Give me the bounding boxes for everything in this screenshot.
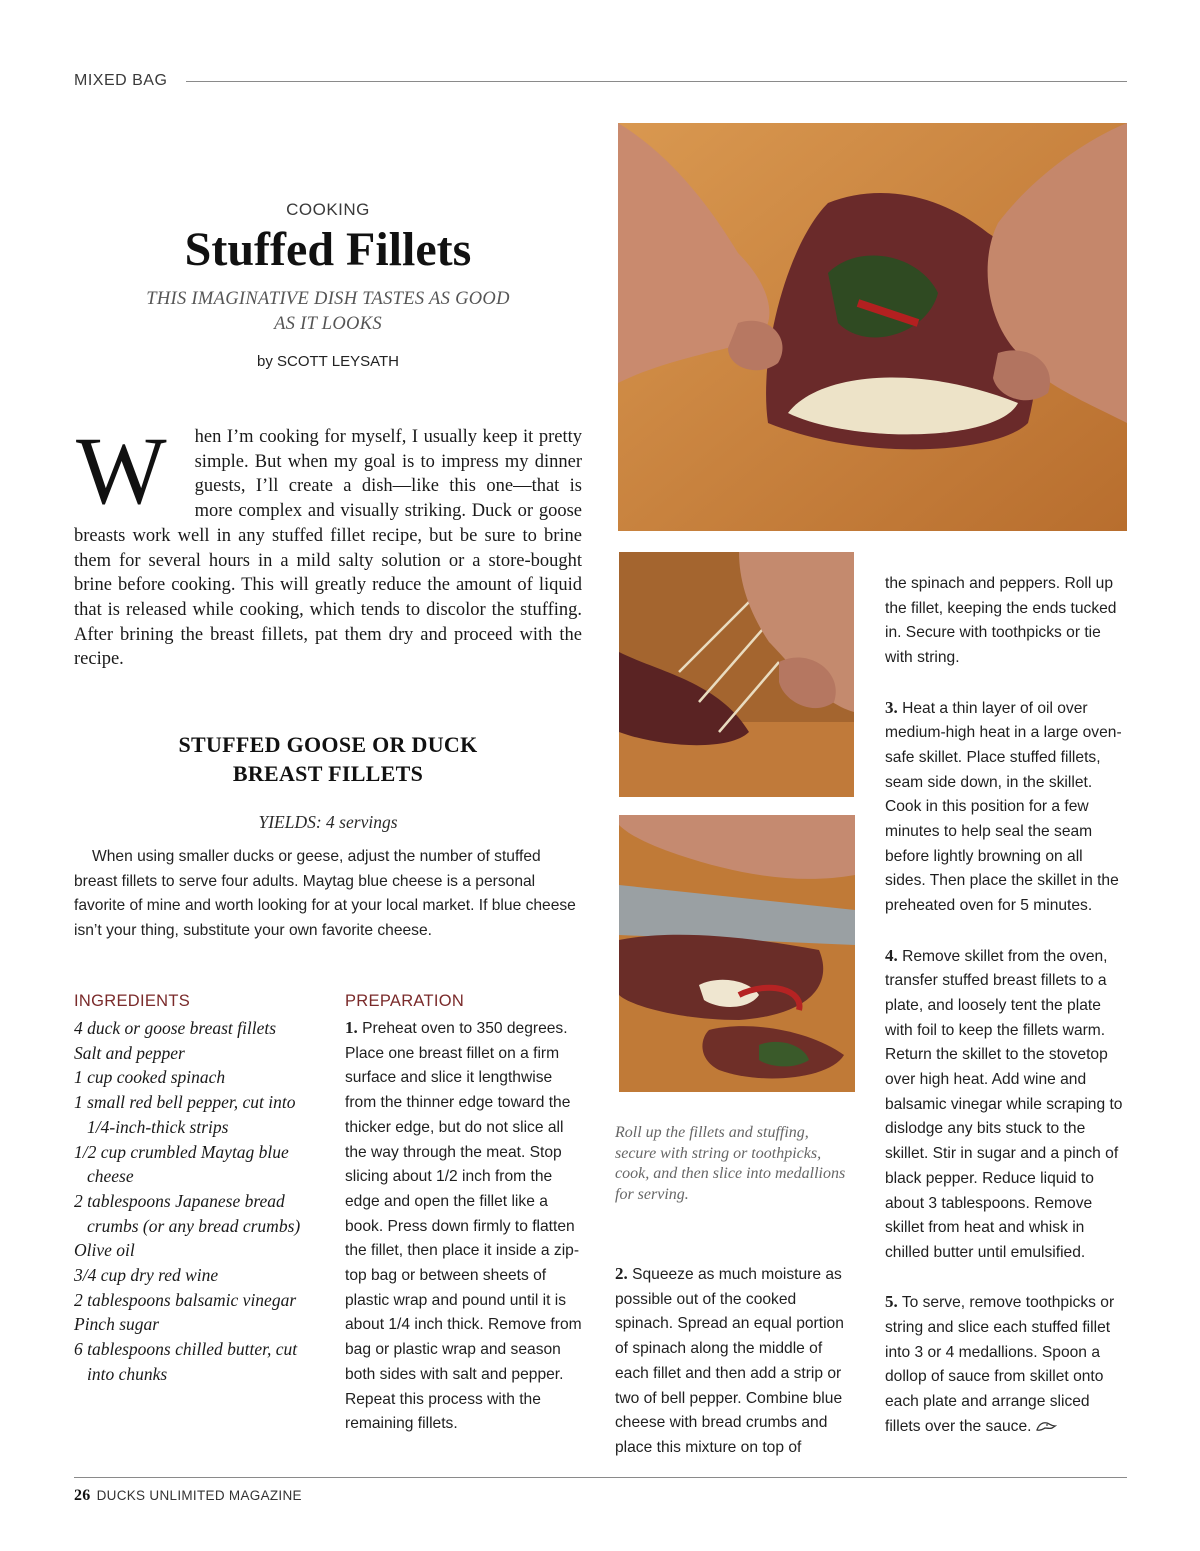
ingredient-item: 2 tablespoons Japanese bread crumbs (or any bread crumbs) <box>74 1190 301 1236</box>
step-text: Preheat oven to 350 degrees. Place one breast fillet on a firm surface and slice it lengthwise from the thinner edge toward the thicker edge, but do not slice all the way through the meat. Stop slicing about 1/2 inch from the edge and open the fillet like a book. Press down firmly to flatten the fillet, then place it inside a zip-top bag or between sheets of plastic wrap and pound until it is about 1/4 inch thick. Remove from bag or plastic wrap and season both sides with salt and pepper. Repeat this process with the remaining fillets. <box>345 1020 582 1433</box>
preparation-step-2 <box>615 1262 857 1461</box>
ingredients-list <box>74 1016 324 1387</box>
step-number: 1. <box>345 1018 358 1037</box>
step-text: Heat a thin layer of oil over medium-high heat in a large oven-safe skillet. Place stuffed fillets, seam side down, in the skillet. Cook in this position for a few minutes to help seal the seam before lightly browning on all sides. Then place the skillet in the preheated oven for 5 minutes. <box>885 699 1122 915</box>
ingredient-item: Salt and pepper <box>74 1042 185 1063</box>
preparation-step-5 <box>885 1290 1127 1439</box>
recipe-title-line-1: STUFFED GOOSE OR DUCK <box>178 732 478 757</box>
step-number: 2. <box>615 1264 628 1283</box>
preparation-column-1 <box>345 1016 587 1437</box>
step-number: 5. <box>885 1292 898 1312</box>
ingredient-item: 6 tablespoons chilled butter, cut into chunks <box>74 1339 298 1384</box>
article-dek: THIS IMAGINATIVE DISH TASTES AS GOOD AS IT LOOKS <box>146 288 510 334</box>
footer-rule <box>74 1477 1127 1478</box>
ingredient-item: 1/2 cup crumbled Maytag blue cheese <box>74 1141 289 1187</box>
preparation-step-3 <box>885 696 1127 919</box>
footer <box>74 1487 302 1505</box>
preparation-step-1 <box>345 1016 587 1437</box>
publication-name: DUCKS UNLIMITED MAGAZINE <box>96 1488 302 1503</box>
recipe-title-line-2: BREAST FILLETS <box>232 761 424 786</box>
ingredient-item: 3/4 cup dry red wine <box>74 1265 219 1286</box>
preparation-step-2-continued <box>885 572 1127 671</box>
ingredient-item: Pinch sugar <box>74 1314 160 1335</box>
preparation-heading: PREPARATION <box>345 992 465 1010</box>
step-number: 3. <box>885 697 898 717</box>
duck-head-icon <box>1035 1419 1057 1433</box>
stuffing-fillet-image <box>618 123 1127 531</box>
photo-stuffing-fillet <box>618 123 1127 531</box>
header-rule <box>186 81 1127 82</box>
section-label: MIXED BAG <box>74 72 168 89</box>
slicing-fillet-image <box>619 815 855 1092</box>
ingredients-heading: INGREDIENTS <box>74 992 191 1010</box>
kicker: COOKING <box>286 200 370 219</box>
step-text: the spinach and peppers. Roll up the fillet, keeping the ends tucked in. Secure with toothpicks or tie with string. <box>885 575 1117 667</box>
photo-tying-fillet <box>619 552 854 797</box>
intro-paragraph <box>74 417 582 672</box>
ingredient-item: Olive oil <box>74 1240 135 1261</box>
ingredient-item: 4 duck or goose breast fillets <box>74 1018 277 1038</box>
article-title: Stuffed Fillets <box>184 223 472 276</box>
ingredient-item: 1 small red bell pepper, cut into 1/4-inch-thick strips <box>74 1092 296 1137</box>
step-text: Remove skillet from the oven, transfer stuffed breast fillets to a plate, and loosely tent the plate with foil to keep the fillets warm. Return the skillet to the stovetop over high heat. Add wine and balsamic vinegar while scraping to dislodge any bits stuck to the skillet. Stir in sugar and a pinch of black pepper. Reduce liquid to about 3 tablespoons. Remove skillet from heat and whisk in chilled butter until emulsified. <box>885 947 1123 1261</box>
step-text: Squeeze as much moisture as possible out of the cooked spinach. Spread an equal portion of spinach along the middle of each fillet and then add a strip or two of bell pepper. Combine blue cheese with bread crumbs and place this mixture on top of <box>615 1266 844 1456</box>
intro-text: hen I’m cooking for myself, I usually keep it pretty simple. But when my goal is to impress my dinner guests, I’ll create a dish—like this one—that is more complex and visually striking. Duck or goose breasts work well in any stuffed fillet recipe, but be sure to brine them for several hours in a mild salty solution or a store-bought brine before cooking. This will greatly reduce the amount of liquid that is released while cooking, which tends to discolor the stuffing. After brining the breast fillets, pat them dry and proceed with the recipe. <box>74 427 582 670</box>
preparation-step-4 <box>885 944 1127 1266</box>
preparation-column-2 <box>615 1262 857 1461</box>
drop-cap: W <box>76 417 167 524</box>
ingredient-item: 2 tablespoons balsamic vinegar <box>74 1289 297 1310</box>
step-text: To serve, remove toothpicks or string and slice each stuffed fillet into 3 or 4 medallions. Spoon a dollop of sauce from skillet onto each plate and arrange sliced fillets over the sauce. <box>885 1294 1115 1435</box>
byline: by SCOTT LEYSATH <box>257 352 399 370</box>
preparation-column-3 <box>885 572 1127 1440</box>
recipe-title <box>74 730 582 788</box>
ingredient-item: 1 cup cooked spinach <box>74 1067 226 1088</box>
tying-fillet-image <box>619 552 854 797</box>
recipe-yields: YIELDS: 4 servings <box>258 812 398 832</box>
photo-slicing-fillet <box>619 815 855 1092</box>
recipe-note: When using smaller ducks or geese, adjust the number of stuffed breast fillets to serve four adults. Maytag blue cheese is a personal favorite of mine and worth looking for at your local market. If blue cheese isn’t your thing, substitute your own favorite cheese. <box>74 848 576 940</box>
step-number: 4. <box>885 945 898 965</box>
photo-caption: Roll up the fillets and stuffing, secure with string or toothpicks, cook, and then slice into medallions for serving. <box>615 1124 846 1203</box>
title-block <box>74 200 582 370</box>
page-number: 26 <box>74 1487 91 1504</box>
